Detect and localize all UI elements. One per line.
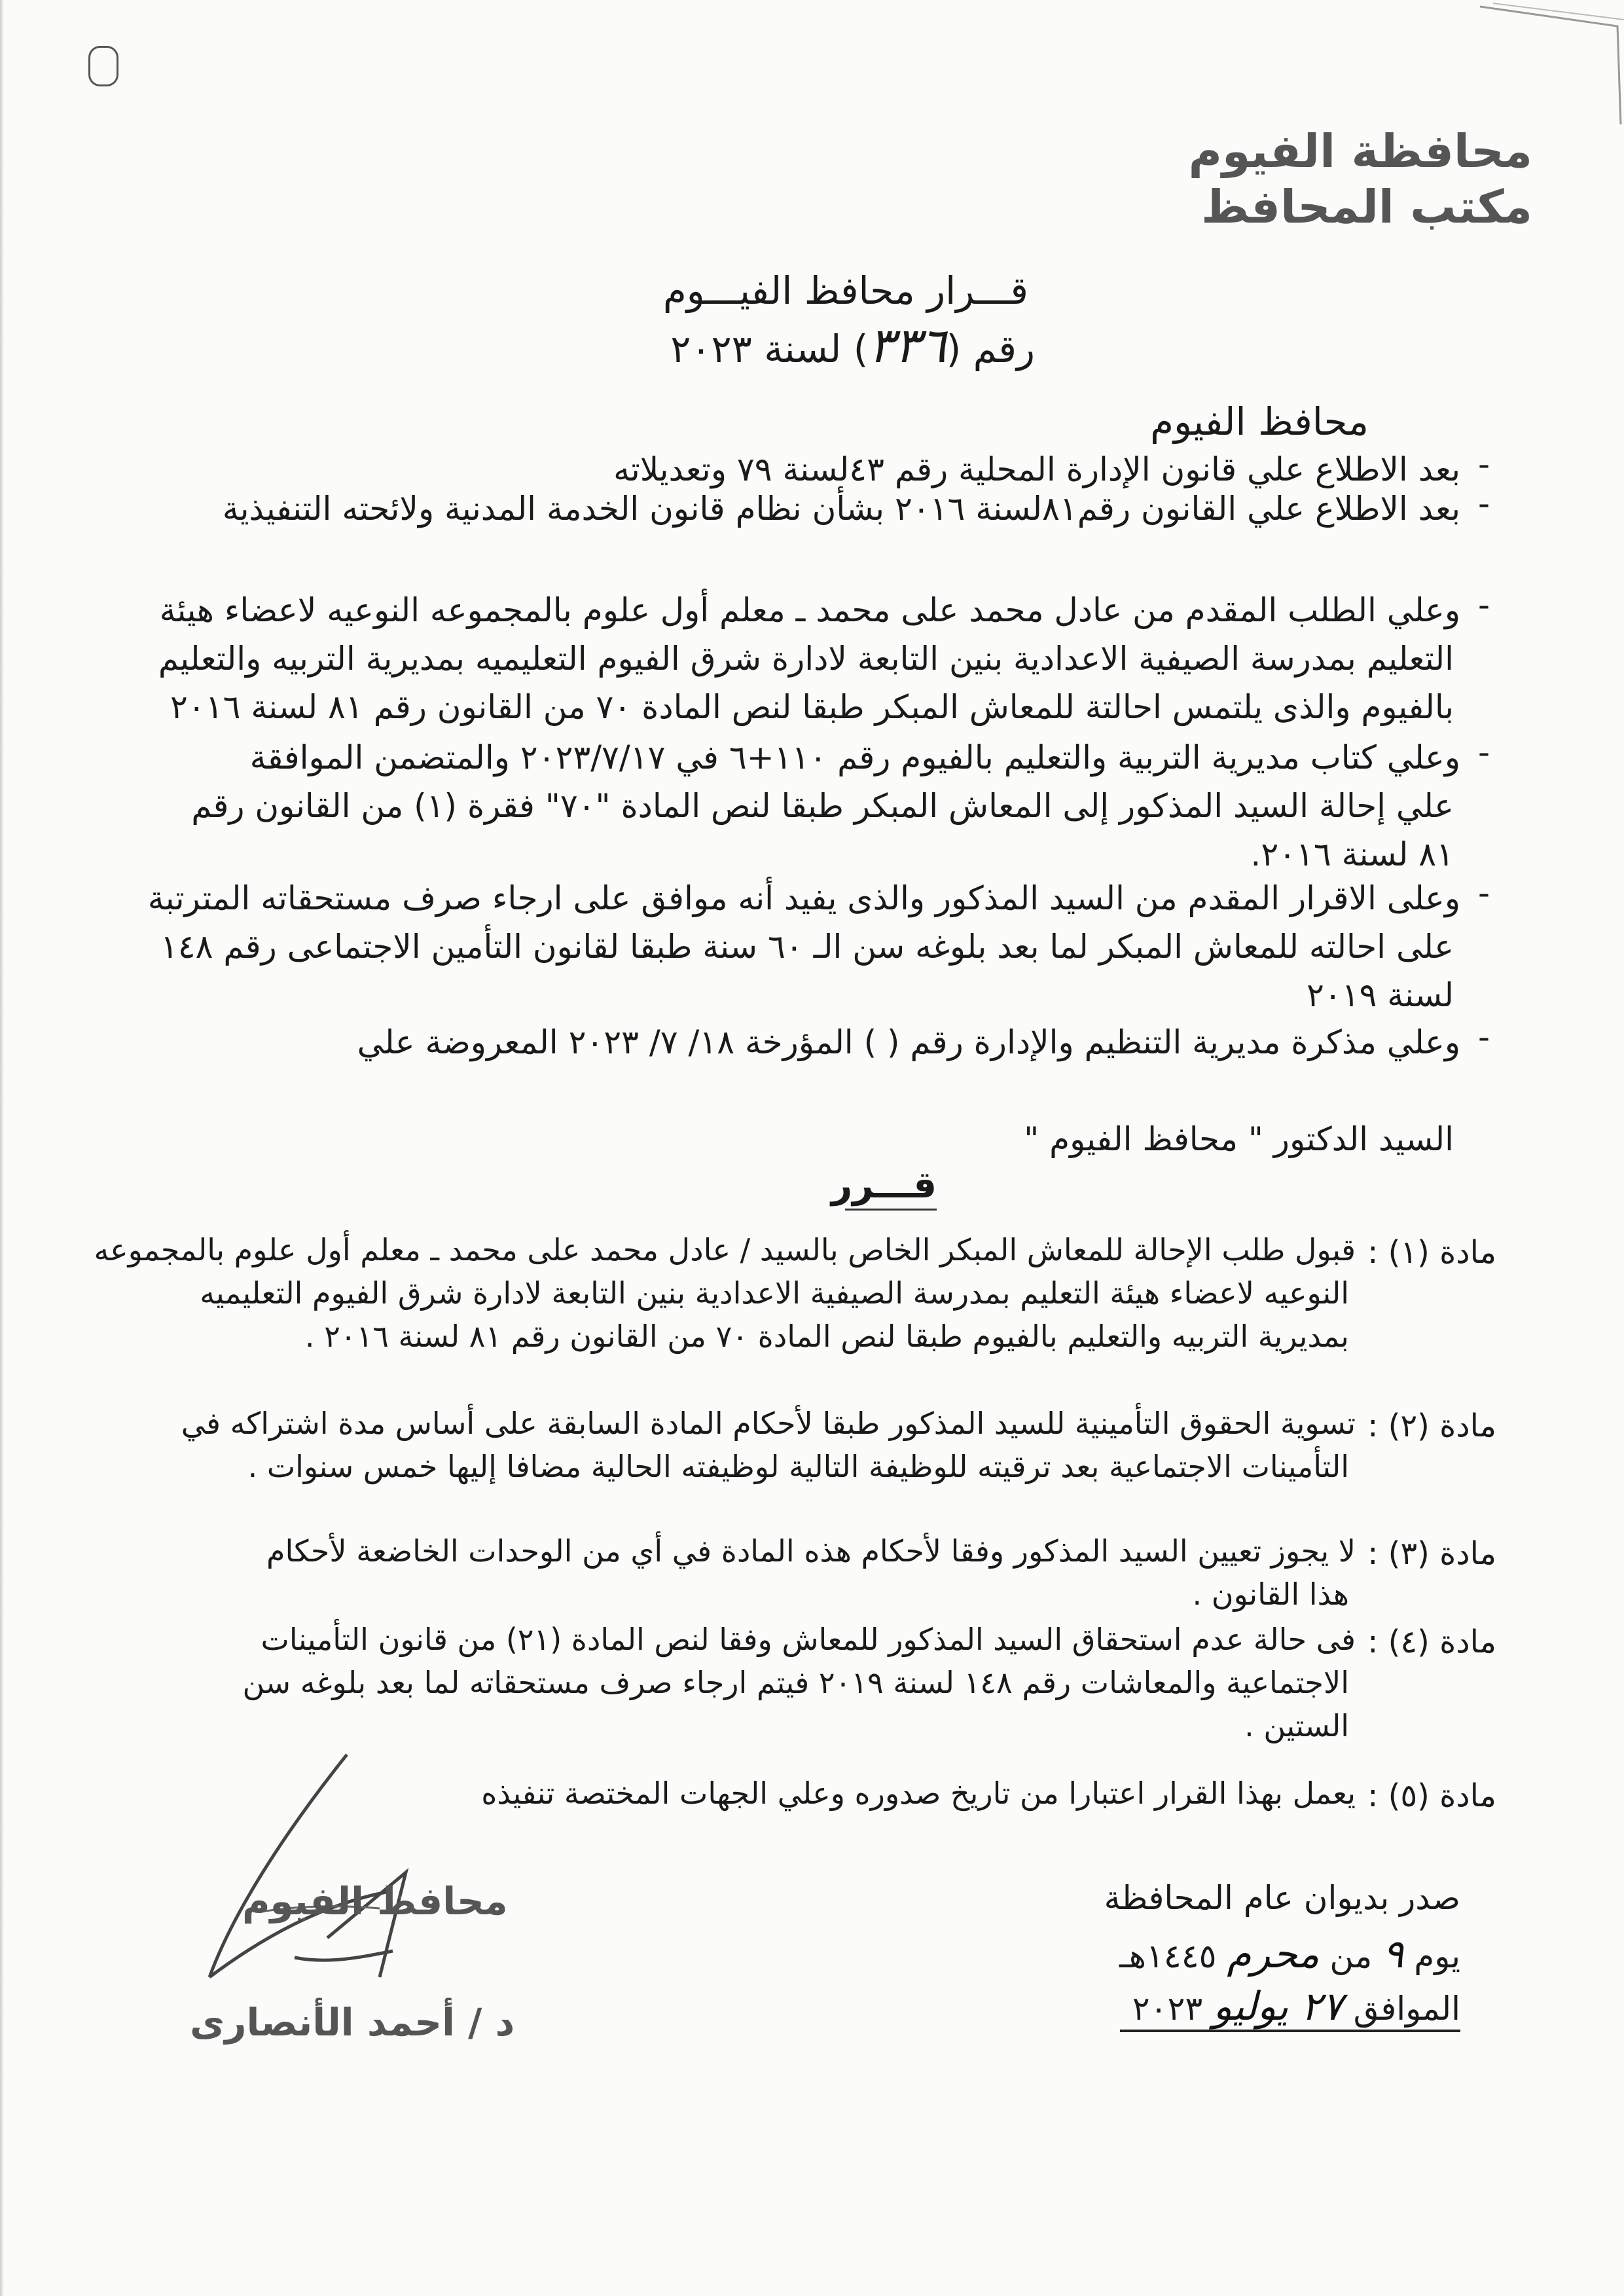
article-line: النوعيه لاعضاء هيئة التعليم بمدرسة الصيفية الاعدادية بنين التابعة لادارة شرق الفيوم التعليميه bbox=[200, 1275, 1349, 1311]
bullet-dash: - bbox=[1477, 586, 1490, 624]
article-line: تسوية الحقوق التأمينية للسيد المذكور طبقا لأحكام المادة السابقة على أساس مدة اشتراكه في bbox=[181, 1406, 1356, 1441]
issuance-greg-date bbox=[1132, 1984, 1460, 2030]
decree-underline bbox=[845, 1209, 937, 1211]
handwritten-day: ٩ bbox=[1382, 1931, 1404, 1977]
number-prefix: رقم ( bbox=[946, 327, 1035, 371]
preamble-line: التعليم بمدرسة الصيفية الاعدادية بنين التابعة لادارة شرق الفيوم التعليميه بمديرية التربيه والتعليم bbox=[158, 640, 1454, 678]
decree-heading: قـــرر bbox=[831, 1164, 937, 1207]
preamble-line: بالفيوم والذى يلتمس احالتة للمعاش المبكر طبقا لنص المادة ٧٠ من القانون رقم ٨١ لسنة ٢٠١٦ bbox=[170, 688, 1454, 726]
article-label: مادة (٣) : bbox=[1367, 1535, 1496, 1572]
month-prefix: من bbox=[1329, 1937, 1373, 1975]
issuance-place: صدر بديوان عام المحافظة bbox=[1104, 1879, 1460, 1917]
handwritten-greg-date: ٢٧ يوليو bbox=[1213, 1984, 1343, 2030]
preamble-line: بعد الاطلاع علي قانون الإدارة المحلية رقم ٤٣لسنة ٧٩ وتعديلاته bbox=[613, 450, 1460, 488]
preamble-line: وعلي مذكرة مديرية التنظيم والإدارة رقم ( ) المؤرخة ١٨/ ٧/ ٢٠٢٣ المعروضة علي bbox=[357, 1023, 1460, 1061]
decree-number bbox=[670, 318, 1035, 374]
decree-title: قـــرار محافظ الفيـــوم bbox=[662, 268, 1028, 313]
bullet-dash: - bbox=[1477, 484, 1490, 522]
punch-hole bbox=[88, 46, 118, 86]
hijri-year: ١٤٤٥هـ bbox=[1119, 1937, 1217, 1975]
bullet-dash: - bbox=[1477, 1018, 1490, 1056]
article-line: هذا القانون . bbox=[1192, 1576, 1349, 1612]
article-line: قبول طلب الإحالة للمعاش المبكر الخاص بالسيد / عادل محمد على محمد ـ معلم أول علوم بالمجموعه bbox=[94, 1232, 1356, 1267]
article-line: فى حالة عدم استحقاق السيد المذكور للمعاش وفقا لنص المادة (٢١) من قانون التأمينات bbox=[261, 1622, 1356, 1657]
article-line: التأمينات الاجتماعية بعد ترقيته للوظيفة التالية لوظيفته الحالية مضافا إليها خمس سنوات . bbox=[247, 1449, 1349, 1484]
issuance-hijri-date bbox=[1119, 1931, 1460, 1977]
bullet-dash: - bbox=[1477, 733, 1490, 771]
article-line: لا يجوز تعيين السيد المذكور وفقا لأحكام هذه المادة في أي من الوحدات الخاضعة لأحكام bbox=[266, 1533, 1356, 1569]
issuance-underline bbox=[1120, 2030, 1460, 2032]
article-label: مادة (٤) : bbox=[1367, 1624, 1496, 1660]
preamble-line: علي إحالة السيد المذكور إلى المعاش المبكر طبقا لنص المادة "٧٠" فقرة (١) من القانون رقم bbox=[191, 787, 1454, 825]
scan-edge bbox=[0, 0, 4, 2296]
greg-prefix: الموافق bbox=[1353, 1990, 1460, 2028]
article-line: يعمل بهذا القرار اعتبارا من تاريخ صدوره وعلي الجهات المختصة تنفيذه bbox=[481, 1776, 1356, 1811]
preamble-line: السيد الدكتور " محافظ الفيوم " bbox=[1024, 1120, 1454, 1158]
issuer-heading: محافظ الفيوم bbox=[1150, 399, 1369, 444]
bullet-dash: - bbox=[1477, 445, 1490, 483]
article-label: مادة (٥) : bbox=[1367, 1777, 1496, 1814]
article-label: مادة (١) : bbox=[1367, 1234, 1496, 1271]
preamble-line: بعد الاطلاع علي القانون رقم٨١لسنة ٢٠١٦ بشأن نظام قانون الخدمة المدنية ولائحته التنفيذية bbox=[222, 490, 1460, 528]
bullet-dash: - bbox=[1477, 874, 1490, 912]
handwritten-number: ٣٣٦ bbox=[868, 318, 947, 374]
article-line: الاجتماعية والمعاشات رقم ١٤٨ لسنة ٢٠١٩ فيتم ارجاء صرف مستحقاته لما بعد بلوغه سن bbox=[242, 1665, 1349, 1700]
authority-stamp-line2: مكتب المحافظ bbox=[1201, 180, 1532, 234]
preamble-line: على احالته للمعاش المبكر لما بعد بلوغه سن الـ ٦٠ سنة طبقا لقانون التأمين الاجتماعى رقم ١٤٨ bbox=[160, 928, 1454, 966]
handwritten-month: محرم bbox=[1227, 1931, 1320, 1977]
number-suffix: ) لسنة ٢٠٢٣ bbox=[670, 327, 869, 371]
signature-title: محافظ الفيوم bbox=[242, 1879, 508, 1923]
preamble-line: وعلى الاقرار المقدم من السيد المذكور والذى يفيد أنه موافق على ارجاء صرف مستحقاته المترتبة bbox=[147, 879, 1460, 917]
article-line: بمديرية التربيه والتعليم بالفيوم طبقا لنص المادة ٧٠ من القانون رقم ٨١ لسنة ٢٠١٦ . bbox=[304, 1319, 1349, 1354]
preamble-line: وعلي كتاب مديرية التربية والتعليم بالفيوم رقم ١١٠+٦ في ٢٠٢٣/٧/١٧ والمتضمن الموافقة bbox=[249, 738, 1460, 776]
authority-stamp-line1: محافظة الفيوم bbox=[1188, 124, 1532, 178]
preamble-line: ٨١ لسنة ٢٠١٦. bbox=[1250, 835, 1454, 873]
article-line: الستين . bbox=[1244, 1708, 1349, 1743]
preamble-line: وعلي الطلب المقدم من عادل محمد على محمد ـ معلم أول علوم بالمجموعه النوعيه لاعضاء هيئة bbox=[159, 591, 1460, 629]
greg-year: ٢٠٢٣ bbox=[1132, 1990, 1203, 2028]
folded-corner bbox=[1454, 0, 1624, 131]
day-prefix: يوم bbox=[1414, 1937, 1460, 1975]
article-label: مادة (٢) : bbox=[1367, 1408, 1496, 1444]
preamble-line: لسنة ٢٠١٩ bbox=[1306, 976, 1454, 1014]
signature-name: د / أحمد الأنصارى bbox=[190, 2000, 515, 2045]
